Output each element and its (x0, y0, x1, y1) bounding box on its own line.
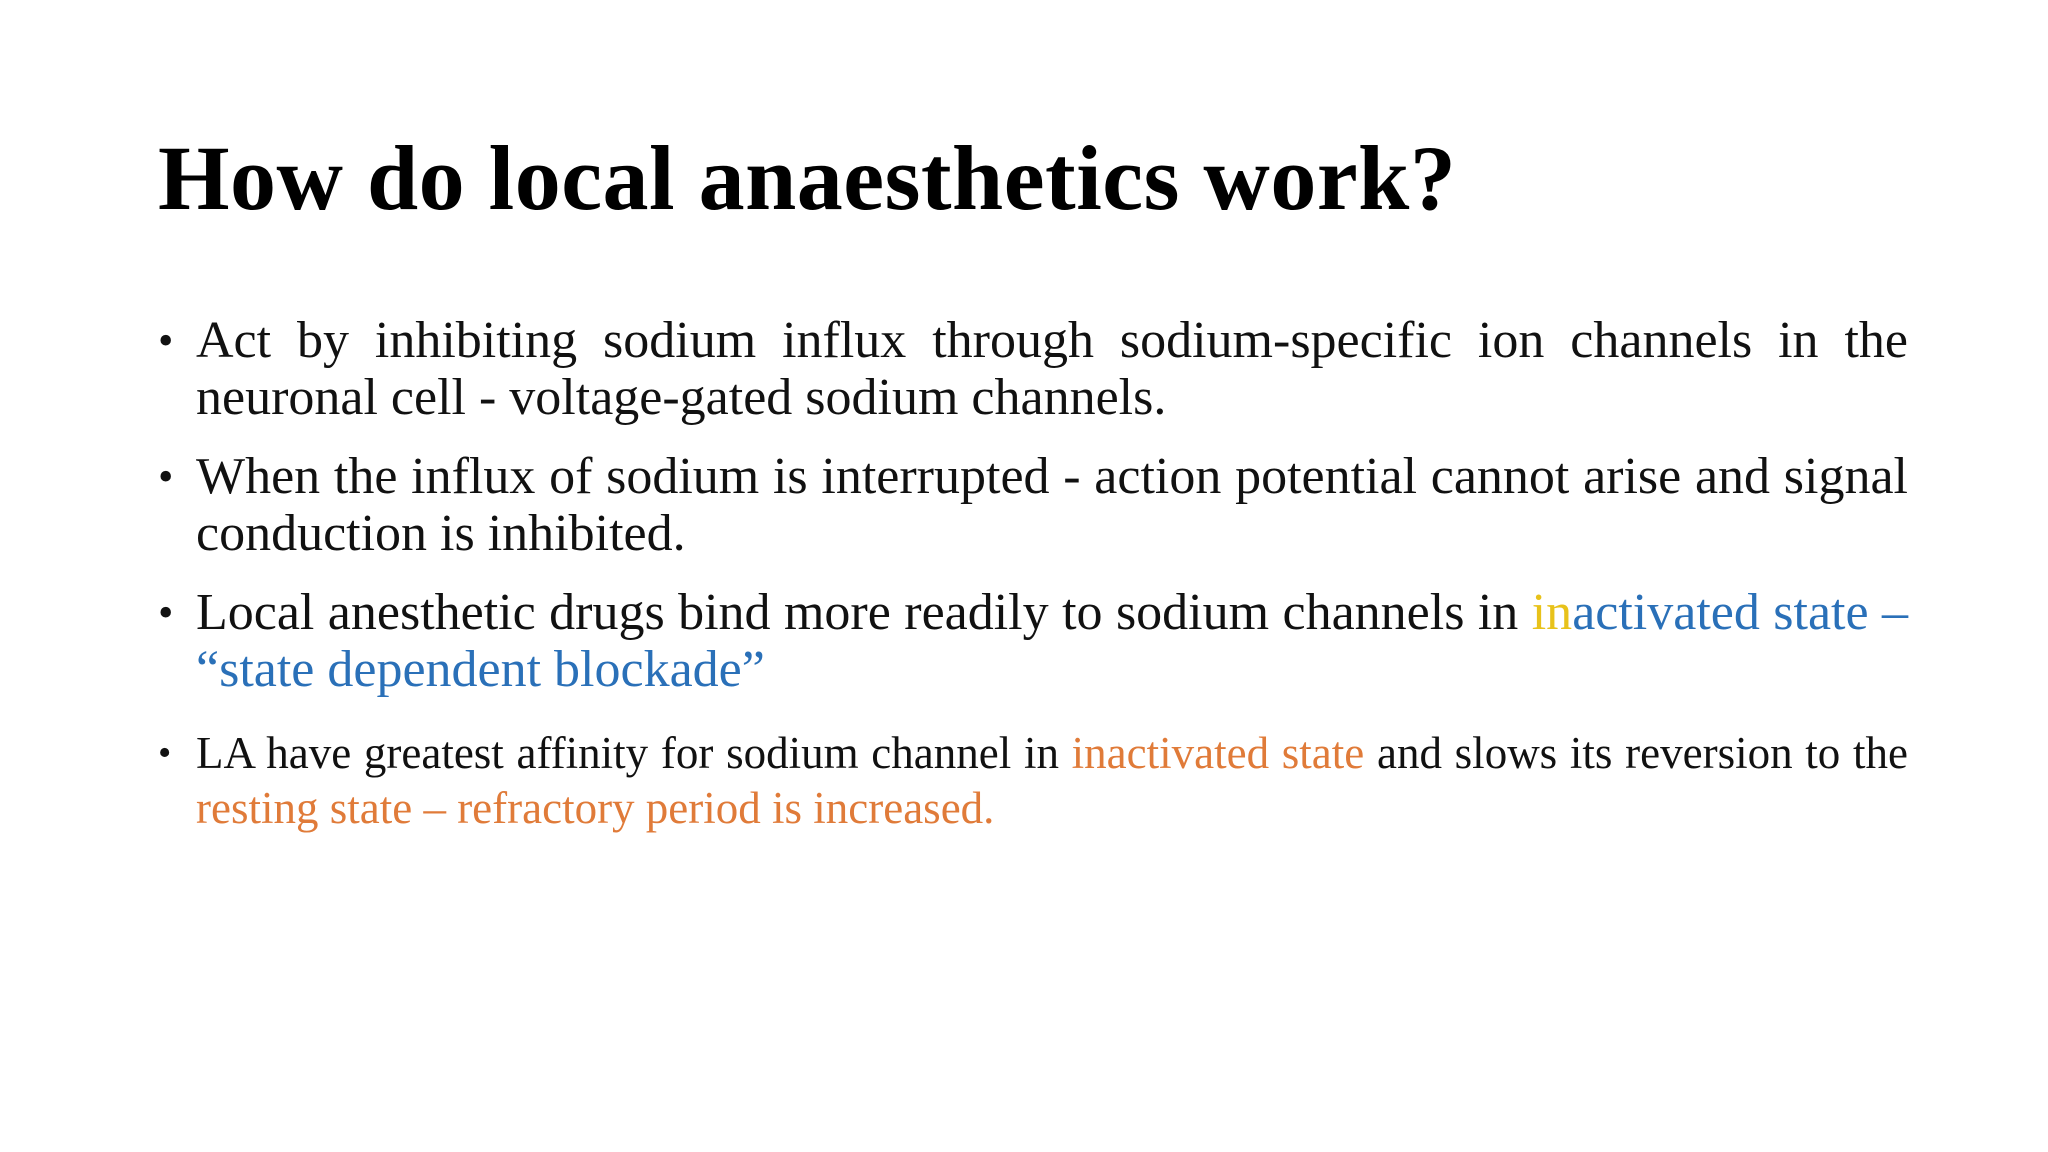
bullet-text: LA have greatest affinity for sodium channel in (196, 728, 1072, 778)
bullet-item-4 (158, 726, 1908, 836)
bullet-text: When the influx of sodium is interrupted - action potential cannot arise and signal conduction is inhibited. (196, 448, 1908, 562)
highlight-yellow-text: in (1531, 584, 1573, 641)
slide-title: How do local anaesthetics work? (158, 127, 1457, 229)
bullet-list (158, 312, 1908, 836)
highlight-orange-text: resting state – refractory period is increased. (196, 783, 995, 833)
highlight-orange-text: inactivated state (1071, 728, 1365, 778)
bullet-text: and slows its reversion to the (1364, 728, 1908, 778)
bullet-item-1 (158, 312, 1908, 426)
bullet-text: Local anesthetic drugs bind more readily to sodium channels in (196, 584, 1532, 641)
highlight-blue-text: activated state – “state dependent blockade” (196, 584, 1908, 698)
bullet-item-3 (158, 584, 1908, 698)
bullet-item-2 (158, 448, 1908, 562)
bullet-text: Act by inhibiting sodium influx through sodium-specific ion channels in the neuronal cell - voltage-gated sodium channels. (196, 312, 1908, 426)
